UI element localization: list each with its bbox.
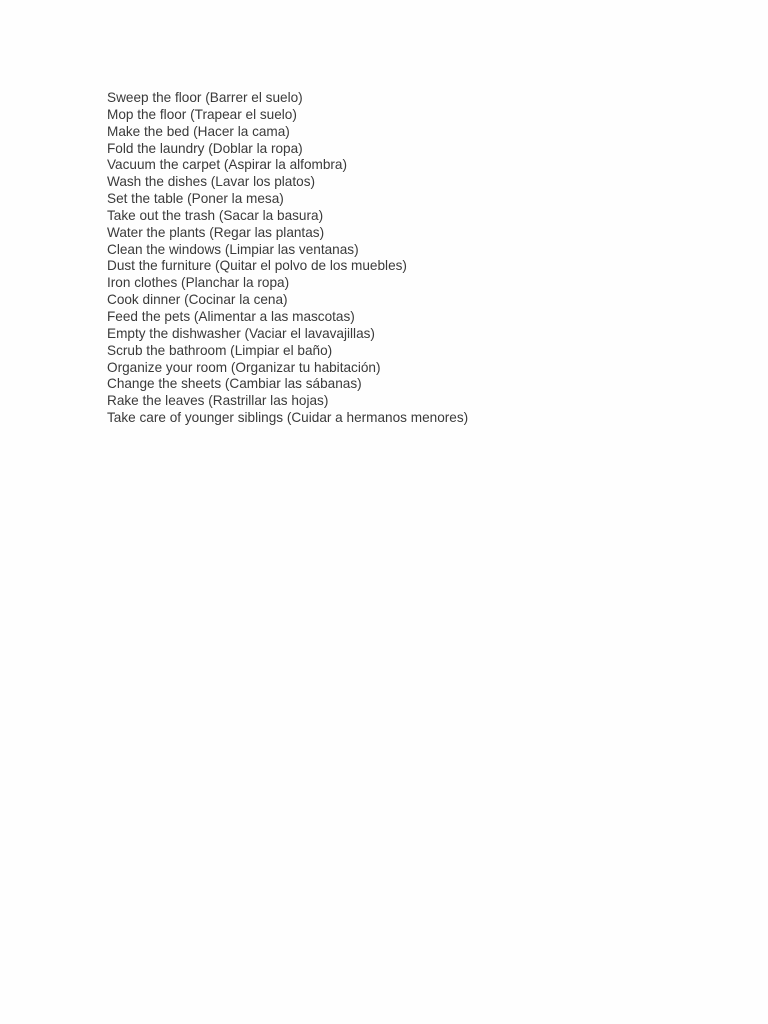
list-item: Cook dinner (Cocinar la cena)	[107, 292, 288, 308]
chore-list	[107, 90, 468, 427]
list-item: Organize your room (Organizar tu habitación)	[107, 359, 381, 375]
list-item: Empty the dishwasher (Vaciar el lavavajillas)	[107, 325, 375, 341]
list-item: Make the bed (Hacer la cama)	[107, 123, 290, 139]
list-item: Scrub the bathroom (Limpiar el baño)	[107, 342, 333, 358]
list-item: Wash the dishes (Lavar los platos)	[107, 174, 316, 190]
list-item: Sweep the floor (Barrer el suelo)	[107, 90, 303, 105]
list-item: Clean the windows (Limpiar las ventanas)	[107, 241, 359, 257]
list-item: Water the plants (Regar las plantas)	[107, 224, 325, 240]
list-item: Iron clothes (Planchar la ropa)	[107, 275, 290, 291]
list-item: Feed the pets (Alimentar a las mascotas)	[107, 308, 355, 324]
list-item: Take care of younger siblings (Cuidar a hermanos menores)	[107, 410, 469, 426]
list-item: Take out the trash (Sacar la basura)	[107, 207, 324, 223]
list-item: Dust the furniture (Quitar el polvo de los muebles)	[107, 258, 407, 274]
list-item: Set the table (Poner la mesa)	[107, 191, 284, 207]
list-item: Mop the floor (Trapear el suelo)	[107, 106, 297, 122]
list-item: Change the sheets (Cambiar las sábanas)	[107, 376, 362, 392]
list-item: Rake the leaves (Rastrillar las hojas)	[107, 393, 329, 409]
list-item: Fold the laundry (Doblar la ropa)	[107, 140, 303, 156]
list-item: Vacuum the carpet (Aspirar la alfombra)	[107, 157, 348, 173]
